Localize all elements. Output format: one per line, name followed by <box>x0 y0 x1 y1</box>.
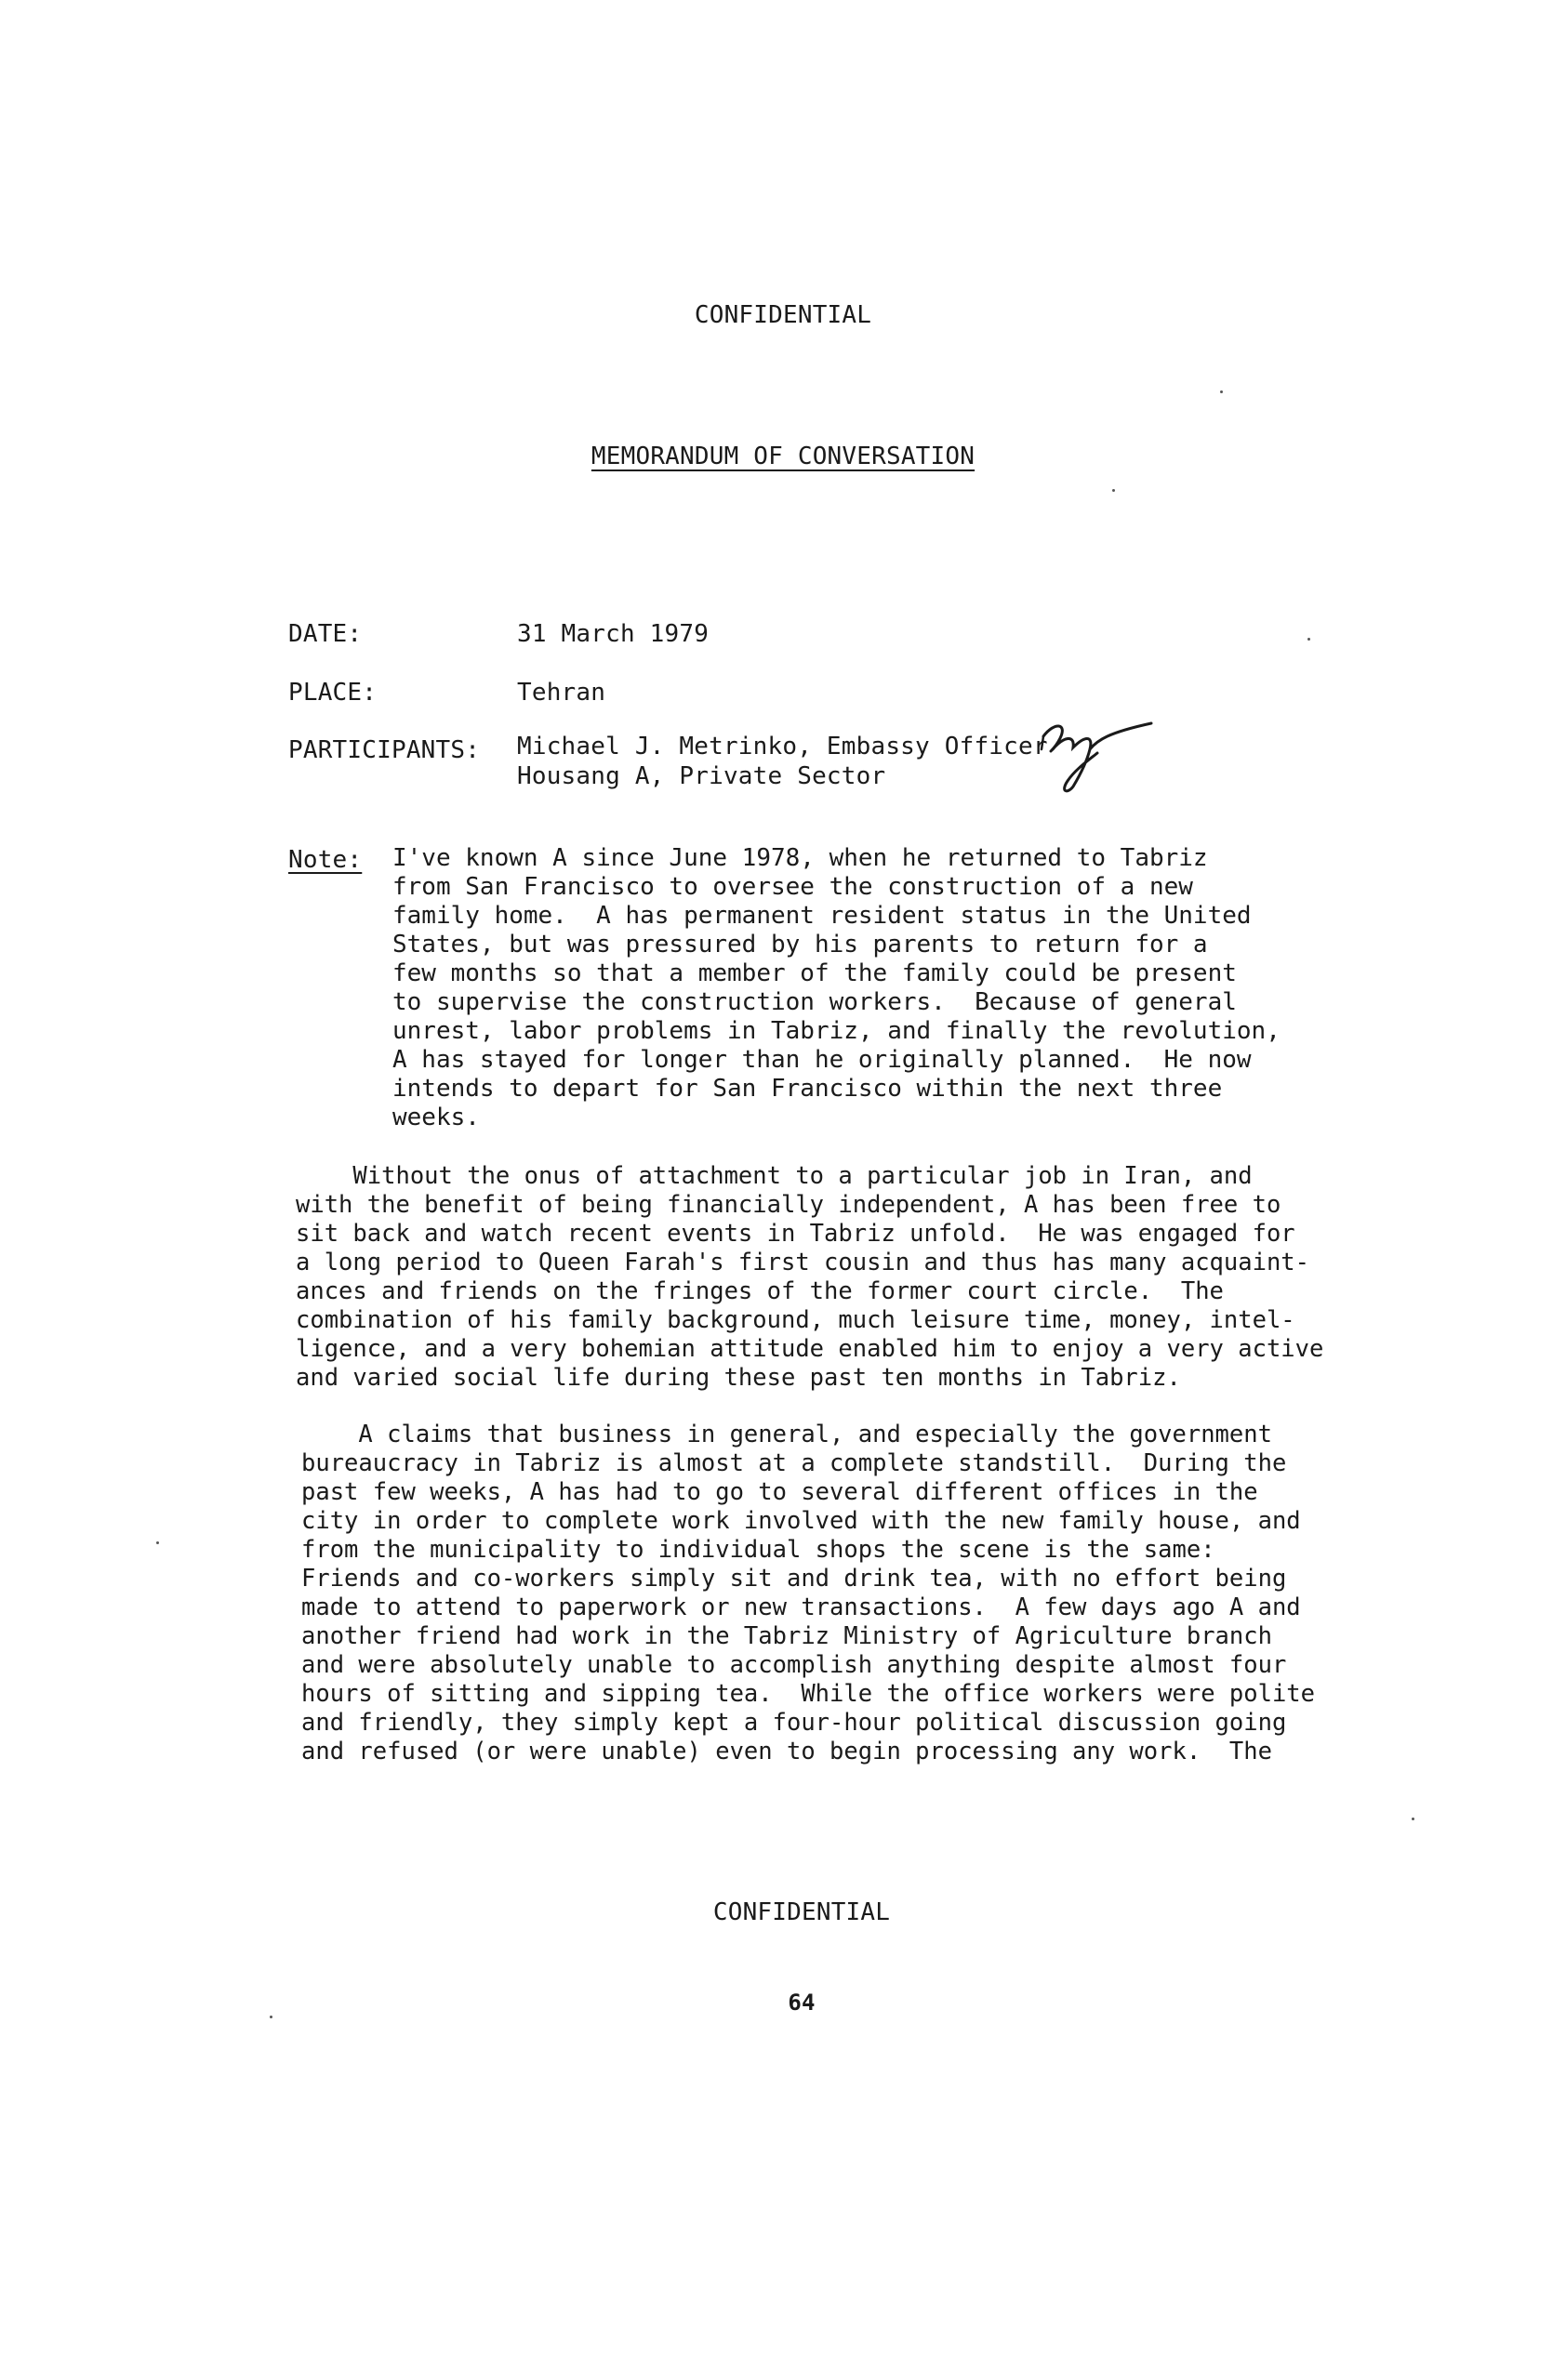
footer-classification: CONFIDENTIAL <box>712 1898 891 1926</box>
place-label: PLACE: <box>288 679 378 707</box>
scan-speck <box>270 2016 272 2018</box>
paragraph-line: made to attend to paperwork or new transactions. A few days ago A and <box>301 1593 1301 1621</box>
paragraph-line: another friend had work in the Tabriz Ministry of Agriculture branch <box>301 1622 1272 1650</box>
memo-title: MEMORANDUM OF CONVERSATION <box>591 443 975 470</box>
scan-speck <box>1220 390 1223 393</box>
paragraph-line: A claims that business in general, and especially the government <box>301 1421 1272 1448</box>
note-line: intends to depart for San Francisco within the next three <box>392 1075 1223 1103</box>
note-line: I've known A since June 1978, when he returned to Tabriz <box>392 844 1208 872</box>
paragraph-line: Friends and co-workers simply sit and drink tea, with no effort being <box>301 1565 1287 1593</box>
participants-label: PARTICIPANTS: <box>288 736 481 764</box>
paragraph-line: past few weeks, A has had to go to several different offices in the <box>301 1478 1258 1506</box>
paragraph-line: and varied social life during these past ten months in Tabriz. <box>296 1364 1181 1392</box>
note-line: to supervise the construction workers. Because of general <box>392 988 1237 1016</box>
participant-1: Michael J. Metrinko, Embassy Officer <box>517 733 1048 760</box>
paragraph-line: a long period to Queen Farah's first cousin and thus has many acquaint- <box>296 1249 1310 1276</box>
paragraph-line: hours of sitting and sipping tea. While the office workers were polite <box>301 1680 1316 1708</box>
note-line: A has stayed for longer than he originally planned. He now <box>392 1046 1252 1074</box>
paragraph-line: ances and friends on the fringes of the former court circle. The <box>296 1277 1224 1305</box>
paragraph-line: combination of his family background, much leisure time, money, intel- <box>296 1306 1295 1334</box>
page-number: 64 <box>788 1990 816 2016</box>
note-line: unrest, labor problems in Tabriz, and finally the revolution, <box>392 1017 1281 1045</box>
note-line: family home. A has permanent resident status in the United <box>392 902 1252 930</box>
note-line: few months so that a member of the family could be present <box>392 959 1237 987</box>
paragraph-line: ligence, and a very bohemian attitude enabled him to enjoy a very active <box>296 1335 1324 1363</box>
participant-2: Housang A, Private Sector <box>517 762 886 790</box>
paragraph-line: and were absolutely unable to accomplish anything despite almost four <box>301 1651 1287 1679</box>
note-text <box>392 844 1281 1132</box>
header-classification: CONFIDENTIAL <box>694 301 872 329</box>
scan-speck <box>1112 489 1115 492</box>
paragraph-line: sit back and watch recent events in Tabriz unfold. He was engaged for <box>296 1220 1295 1248</box>
paragraph-1 <box>296 1162 1323 1393</box>
scan-speck <box>156 1541 159 1544</box>
note-line: States, but was pressured by his parents to return for a <box>392 931 1208 959</box>
paragraph-line: and refused (or were unable) even to begin processing any work. The <box>301 1738 1272 1765</box>
scan-speck <box>1307 638 1310 641</box>
paragraph-line: Without the onus of attachment to a particular job in Iran, and <box>296 1162 1253 1190</box>
note-label: Note: <box>288 846 363 874</box>
paragraph-line: with the benefit of being financially independent, A has been free to <box>296 1191 1281 1219</box>
paragraph-line: bureaucracy in Tabriz is almost at a complete standstill. During the <box>301 1449 1287 1477</box>
paragraph-line: city in order to complete work involved with the new family house, and <box>301 1507 1301 1535</box>
date-label: DATE: <box>288 620 363 648</box>
place-value: Tehran <box>517 679 606 707</box>
paragraph-line: from the municipality to individual shops the scene is the same: <box>301 1536 1215 1564</box>
note-line: weeks. <box>392 1104 480 1131</box>
paragraph-2 <box>301 1421 1315 1766</box>
note-line: from San Francisco to oversee the construction of a new <box>392 873 1193 901</box>
scan-speck <box>1412 1818 1414 1820</box>
paragraph-line: and friendly, they simply kept a four-hour political discussion going <box>301 1709 1287 1737</box>
handwritten-initials-signature <box>1040 716 1165 800</box>
date-value: 31 March 1979 <box>517 620 710 648</box>
